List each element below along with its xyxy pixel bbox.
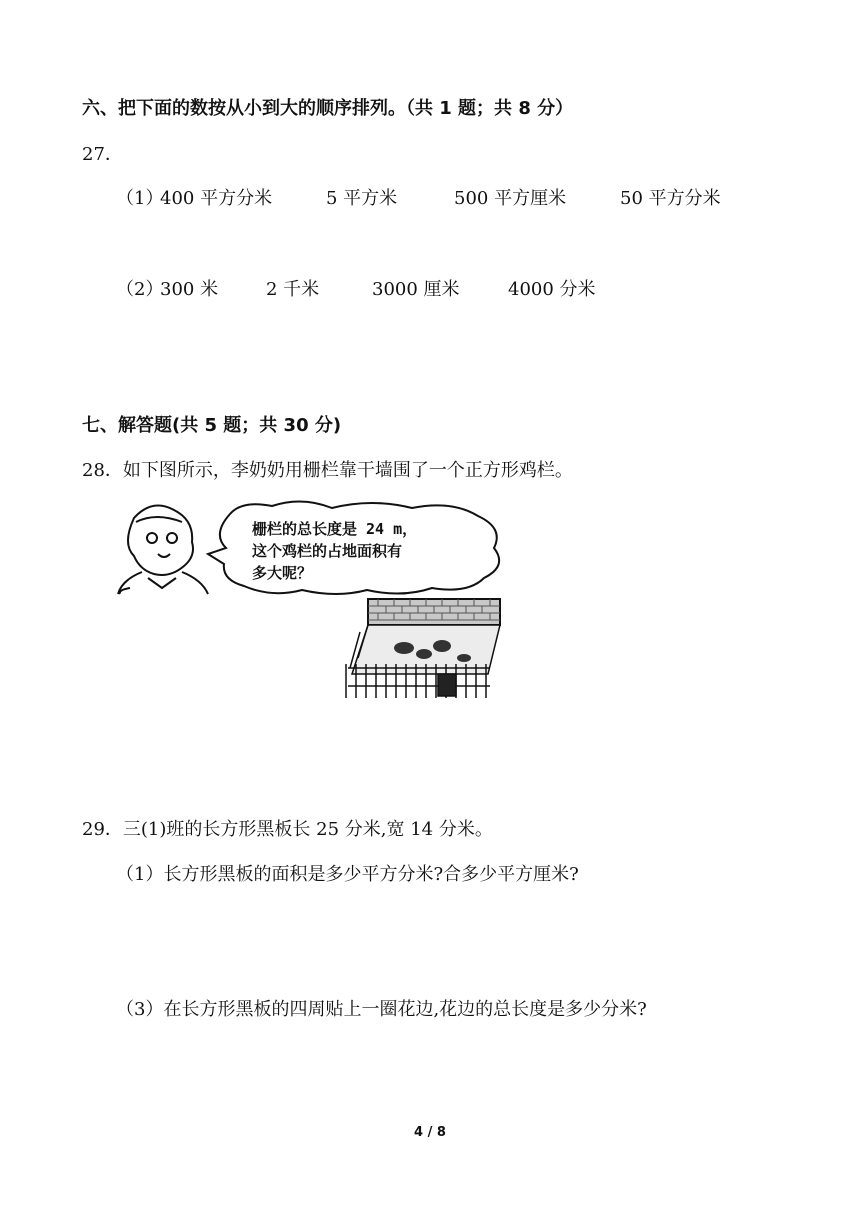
q27-row2-item: 3000 厘米	[372, 279, 460, 300]
question-29-text: 29．三(1)班的长方形黑板长 25 分米,宽 14 分米。	[82, 819, 493, 840]
grandma-figure	[118, 506, 208, 595]
speech-bubble-line: 栅栏的总长度是 24 m，	[252, 520, 418, 538]
chicken-coop-illustration	[112, 498, 512, 708]
question-27-number: 27．	[82, 144, 123, 165]
question-28-text: 28．如下图所示，李奶奶用栅栏靠干墙围了一个正方形鸡栏。	[82, 460, 573, 481]
page-number: 4 / 8	[414, 1125, 446, 1140]
q27-row1-item: 500 平方厘米	[454, 188, 567, 209]
speech-bubble-line: 这个鸡栏的占地面积有	[252, 542, 403, 560]
q27-row1-label: （1）	[116, 188, 164, 209]
question-29-sub3: （3）在长方形黑板的四周贴上一圈花边,花边的总长度是多少分米?	[116, 999, 647, 1020]
speech-bubble-line: 多大呢？	[252, 564, 313, 582]
q27-row2-item: 2 千米	[266, 279, 320, 300]
section-7-heading: 七、解答题(共 5 题；共 30 分)	[82, 415, 342, 436]
q27-row1-item: 50 平方分米	[620, 188, 721, 209]
q27-row1-item: 5 平方米	[326, 188, 398, 209]
q27-row1-item: 400 平方分米	[160, 188, 273, 209]
question-29-sub1: （1）长方形黑板的面积是多少平方分米?合多少平方厘米?	[116, 864, 579, 885]
brick-wall	[368, 599, 500, 625]
q27-row2-label: （2）	[116, 279, 164, 300]
q27-row2-item: 4000 分米	[508, 279, 596, 300]
q27-row2-item: 300 米	[160, 279, 219, 300]
section-6-heading: 六、把下面的数按从小到大的顺序排列。（共 1 题；共 8 分）	[82, 98, 574, 119]
